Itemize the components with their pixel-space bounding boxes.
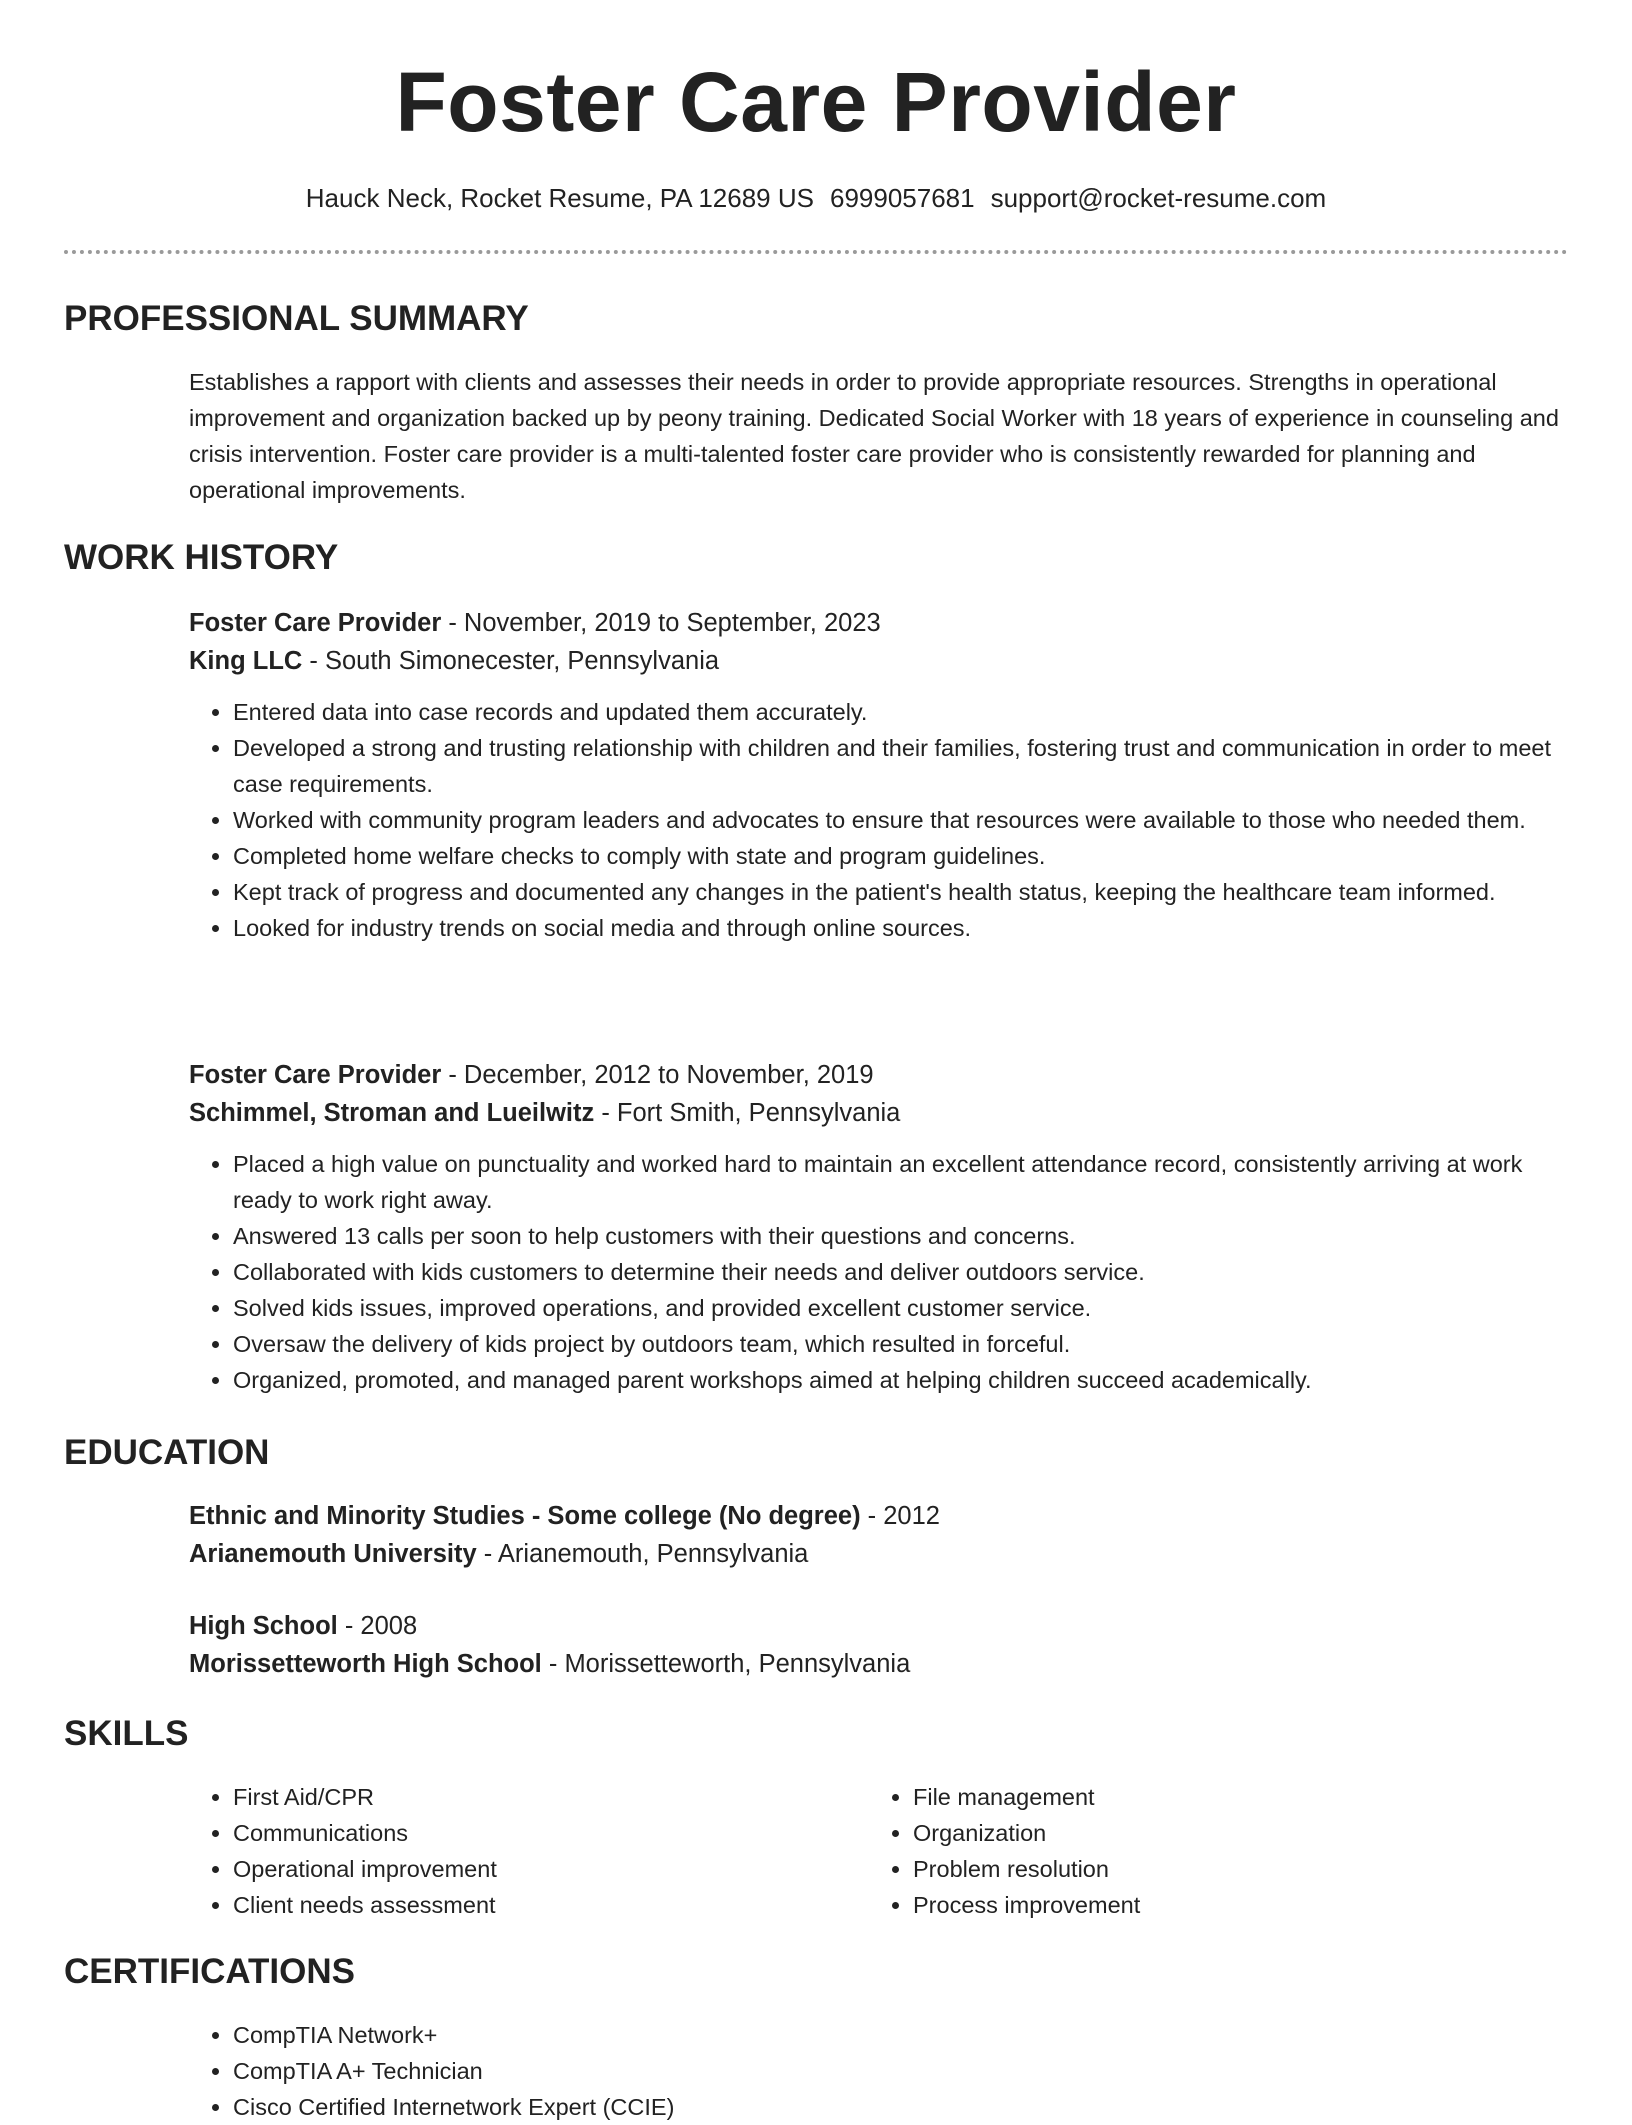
job-company-line <box>189 642 1569 680</box>
job-duties-list <box>189 694 1569 946</box>
education-entry <box>189 1607 1569 1683</box>
education-heading: EDUCATION <box>64 1433 270 1472</box>
school-line <box>189 1535 1569 1573</box>
skills-heading: SKILLS <box>64 1714 189 1753</box>
job-duties-list <box>189 1146 1569 1398</box>
summary-section <box>189 364 1569 508</box>
list-item: • Entered data into case records and updated them accurately. <box>233 694 1569 730</box>
list-item: • Answered 13 calls per soon to help customers with their questions and concerns. <box>233 1218 1569 1254</box>
job-dates: - December, 2012 to November, 2019 <box>441 1061 874 1089</box>
job-title-line <box>189 1056 1569 1094</box>
skills-column-left <box>189 1779 849 1923</box>
list-item: • Operational improvement <box>233 1851 849 1887</box>
job-role: Foster Care Provider <box>189 609 442 637</box>
skills-column-right <box>869 1779 1529 1923</box>
degree-line <box>189 1607 1569 1645</box>
skills-list <box>869 1779 1529 1923</box>
school-location: - Morissetteworth, Pennsylvania <box>541 1650 911 1678</box>
list-item: • Cisco Certified Internetwork Expert (CCIE) <box>233 2089 1569 2125</box>
school-line <box>189 1645 1569 1683</box>
summary-heading: PROFESSIONAL SUMMARY <box>64 299 529 338</box>
list-item: • Solved kids issues, improved operations, and provided excellent customer service. <box>233 1290 1569 1326</box>
summary-text: Establishes a rapport with clients and assesses their needs in order to provide appropriate resources. Strengths in operational improvement and organization backed up by peony training. Dedicated Social Worker with 18 years of experience in counseling and crisis intervention. Foster care provider is a multi-talented foster care provider who is consistently rewarded for planning and operational improvements. <box>189 369 1559 503</box>
list-item: • File management <box>913 1779 1529 1815</box>
list-item: • Worked with community program leaders and advocates to ensure that resources were available to those who needed them. <box>233 802 1569 838</box>
degree-year: - 2012 <box>860 1502 940 1530</box>
job-company: King LLC <box>189 647 303 675</box>
contact-line <box>0 180 1632 216</box>
school-location: - Arianemouth, Pennsylvania <box>476 1540 809 1568</box>
degree: Ethnic and Minority Studies - Some college (No degree) <box>189 1502 861 1530</box>
list-item: • Organization <box>913 1815 1529 1851</box>
job-entry <box>189 604 1569 946</box>
list-item: • Looked for industry trends on social media and through online sources. <box>233 910 1569 946</box>
school: Arianemouth University <box>189 1540 477 1568</box>
degree: High School <box>189 1612 338 1640</box>
job-company: Schimmel, Stroman and Lueilwitz <box>189 1099 595 1127</box>
list-item: • CompTIA A+ Technician <box>233 2053 1569 2089</box>
header-divider <box>64 250 1568 254</box>
list-item: • Client needs assessment <box>233 1887 849 1923</box>
job-location: - Fort Smith, Pennsylvania <box>594 1099 901 1127</box>
certifications-section <box>189 2017 1569 2125</box>
list-item: • Collaborated with kids customers to determine their needs and deliver outdoors service. <box>233 1254 1569 1290</box>
list-item: • Completed home welfare checks to comply with state and program guidelines. <box>233 838 1569 874</box>
education-entry <box>189 1497 1569 1573</box>
job-title-line <box>189 604 1569 642</box>
resume-name: Foster Care Provider <box>395 55 1237 149</box>
list-item: • Oversaw the delivery of kids project by outdoors team, which resulted in forceful. <box>233 1326 1569 1362</box>
contact-address: Hauck Neck, Rocket Resume, PA 12689 US <box>305 183 814 213</box>
school: Morissetteworth High School <box>189 1650 542 1678</box>
list-item: • Organized, promoted, and managed parent workshops aimed at helping children succeed academically. <box>233 1362 1569 1398</box>
job-location: - South Simonecester, Pennsylvania <box>302 647 720 675</box>
job-company-line <box>189 1094 1569 1132</box>
certifications-heading: CERTIFICATIONS <box>64 1952 356 1991</box>
list-item: • CompTIA Network+ <box>233 2017 1569 2053</box>
work-history-heading: WORK HISTORY <box>64 538 339 577</box>
degree-line <box>189 1497 1569 1535</box>
skills-list <box>189 1779 849 1923</box>
list-item: • First Aid/CPR <box>233 1779 849 1815</box>
contact-phone: 6999057681 <box>829 183 975 213</box>
job-entry <box>189 1056 1569 1398</box>
contact-email: support@rocket-resume.com <box>990 183 1327 213</box>
degree-year: - 2008 <box>337 1612 418 1640</box>
list-item: • Communications <box>233 1815 849 1851</box>
list-item: • Developed a strong and trusting relationship with children and their families, fostering trust and communication in order to meet case requirements. <box>233 730 1569 802</box>
list-item: • Kept track of progress and documented any changes in the patient's health status, keeping the healthcare team informed. <box>233 874 1569 910</box>
list-item: • Problem resolution <box>913 1851 1529 1887</box>
job-role: Foster Care Provider <box>189 1061 442 1089</box>
list-item: • Placed a high value on punctuality and worked hard to maintain an excellent attendance record, consistently arriving at work ready to work right away. <box>233 1146 1569 1218</box>
list-item: • Process improvement <box>913 1887 1529 1923</box>
job-dates: - November, 2019 to September, 2023 <box>441 609 881 637</box>
certifications-list <box>189 2017 1569 2125</box>
